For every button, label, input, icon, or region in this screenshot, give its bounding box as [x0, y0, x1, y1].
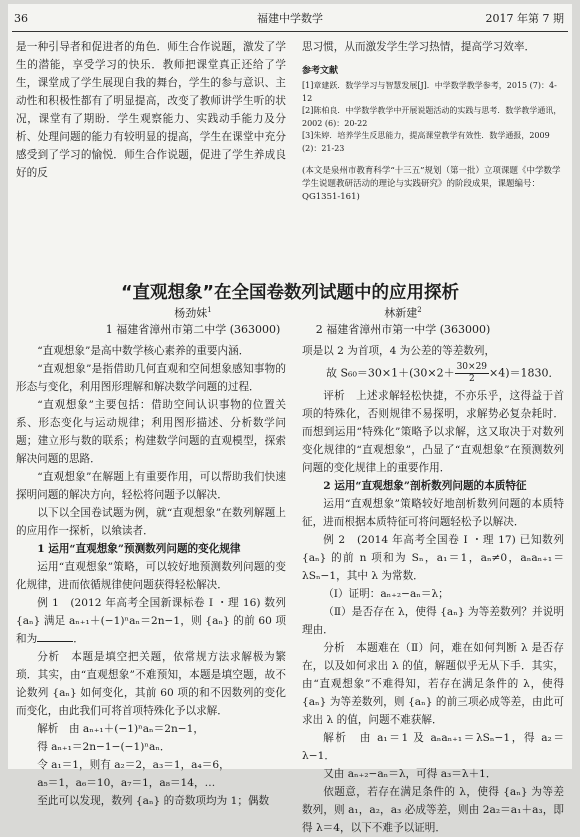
body-paragraph: “直观想象”在解题上有重要作用，可以帮助我们快速探明问题的解决方向，轻松将问题予以解决． — [16, 471, 286, 501]
solution-line: 依题意，若存在满足条件的 λ，使得 {aₙ} 为等差数列，则 a₁，a₂，a₃ 必成等差，则由 2a₂＝a₁＋a₃，即得 λ＝4，以下不难予以证明． — [302, 786, 564, 834]
author-name: 林新建 — [384, 306, 418, 320]
solution-line: 解析 由 aₙ₊₁＋(−1)ⁿaₙ＝2n−1， — [37, 723, 204, 735]
author-superscript: 1 — [207, 306, 212, 314]
journal-page — [8, 4, 572, 834]
previous-article-left — [16, 38, 286, 270]
references-heading: 参考文献 — [302, 66, 339, 76]
body-paragraph: 项是以 2 为首项，4 为公差的等差数列， — [302, 345, 496, 357]
formula-suffix: ×4)＝1830． — [489, 366, 560, 380]
section-heading: 1 运用“直观想象”预测数列问题的变化规律 — [37, 543, 241, 555]
affiliation: 2 福建省漳州市第一中学 (363000) — [315, 322, 491, 336]
page-number: 36 — [14, 12, 28, 25]
reference-item: [2]陈柏良．中学数学教学中开展说题活动的实践与思考．数学教学通讯，2002 (6)：20-22 — [302, 106, 562, 128]
fraction — [455, 362, 489, 385]
body-paragraph: “直观想象”是指借助几何直观和空间想象感知事物的形态与变化，利用图形理解和解决数学问题的过程． — [16, 363, 286, 393]
formula-prefix: 故 S₆₀＝30×1＋(30×2＋ — [326, 366, 455, 380]
commentary-paragraph: 评析 上述求解轻松快捷，不亦乐乎，这得益于首项的特殊化，否则规律不易探明，求解势必复杂耗时．而想到运用“特殊化”策略予以求解，这又取决于对数列变化规律的“直观想象”，凸显了“直观想象”在预测数列问题的变化规律上的重要作用． — [302, 390, 564, 474]
author-name: 杨劲妹 — [174, 306, 208, 320]
affiliation: 1 福建省漳州市第二中学 (363000) — [105, 322, 281, 336]
example-text: 例 1 (2012 年高考全国新课标卷 I ・理 16) 数列 {aₙ} 满足 aₙ₊₁＋(−1)ⁿaₙ＝2n−1，则 {aₙ} 的前 60 项和为 — [16, 597, 286, 645]
fraction-denominator: 2 — [468, 374, 475, 384]
solution-line: a₅＝1，a₆＝10，a₇＝1，a₈＝14，… — [37, 777, 216, 789]
body-paragraph: 运用“直观想象”策略，可以较好地预测数列问题的变化规律，进而依循规律使问题获得轻松解决． — [16, 561, 286, 591]
issue-label: 2017 年第 7 期 — [485, 12, 564, 25]
question-part-1: （Ⅰ）证明：aₙ₊₂−aₙ＝λ； — [323, 588, 449, 600]
body-paragraph: “直观想象”主要包括：借助空间认识事物的位置关系、形态变化与运动规律；利用图形描述、分析数学问题；建立形与数的联系；构建数学问题的直观模型，探索解决问题的思路． — [16, 399, 286, 465]
solution-line: 至此可以发现，数列 {aₙ} 的奇数项均为 1；偶数 — [37, 795, 270, 807]
example-1 — [16, 594, 286, 648]
solution-line: 得 aₙ₊₁＝2n−1−(−1)ⁿaₙ． — [37, 741, 171, 753]
header-rule — [12, 31, 568, 32]
solution-line: 令 a₁＝1，则有 a₂＝2，a₃＝1，a₄＝6， — [37, 759, 230, 771]
funding-note: (本文是泉州市教育科学“十三五”规划（第一批）立项课题《中学数学学生说题教研活动的理论与实践研究》的阶段成果，课题编号：QG1351-161) — [302, 166, 561, 202]
reference-item: [3]朱婷．培养学生反思能力，提高课堂教学有效性．数学通报，2009 (2)：21-23 — [302, 131, 550, 153]
fraction-numerator: 30×29 — [456, 362, 488, 372]
body-paragraph: 是一种引导者和促进者的角色．师生合作说题，激发了学生的潜能，享受学习的快乐．教师把课堂真正还给了学生，课堂成了学生展现自我的舞台，学生的参与意识、主动性和积极性都有了明显提高，改变了教师讲学生听的状况，课堂有了期盼．学生观察能力、实践动手能力及分析、处理问题的能力有较明显的提高，学生在课堂中充分感受到了学习的愉悦．师生合作说题，促进了学生养成良好的反 — [16, 41, 286, 179]
section-heading: 2 运用“直观想象”剖析数列问题的本质特征 — [323, 480, 527, 492]
answer-blank — [37, 631, 73, 642]
analysis-paragraph: 分析 本题是填空把关题，依常规方法求解极为繁琐．其实，由“直观想象”不难预知，本题是填空题，故不论数列 {aₙ} 如何变化，其前 60 项的和不因数列的变化而变化，由此我们可将首项特殊化予以求解． — [16, 651, 286, 717]
solution-line: 解析 由 a₁＝1 及 aₙaₙ₊₁＝λSₙ−1，得 a₂＝λ−1． — [302, 732, 564, 762]
article-left-column — [16, 342, 286, 807]
analysis-paragraph: 分析 本题难在（Ⅱ）问，难在如何判断 λ 是否存在，以及如何求出 λ 的值，解题似乎无从下手．其实，由“直观想象”不难得知，若存在满足条件的 λ，使得 {aₙ} 为等差数列，则 {aₙ} 的前三项必成等差，由此可求出 λ 的值，问题不难获解． — [302, 642, 564, 726]
author-block-2 — [278, 302, 528, 338]
body-paragraph: 运用“直观想象”策略较好地剖析数列问题的本质特征，进而根据本质特征可将问题轻松予以解决． — [302, 498, 564, 528]
body-paragraph: 以下以全国卷试题为例，就“直观想象”在数列解题上的应用作一探析，以飨读者． — [16, 507, 286, 537]
body-paragraph: 思习惯，从而激发学生学习热情，提高学习效率． — [302, 41, 536, 53]
solution-line: 又由 aₙ₊₂−aₙ＝λ，可得 a₃＝λ＋1． — [323, 768, 497, 780]
author-superscript: 2 — [417, 306, 422, 314]
previous-article-right — [302, 38, 564, 270]
example-2: 例 2 (2014 年高考全国卷 I ・理 17) 已知数列 {aₙ} 的前 n 项和为 Sₙ，a₁＝1，aₙ≠0，aₙaₙ₊₁＝λSₙ−1，其中 λ 为常数． — [302, 534, 564, 582]
body-paragraph: “直观想象”是高中数学核心素养的重要内涵． — [37, 345, 250, 357]
sum-formula — [326, 362, 564, 385]
reference-item: [1]章建跃．数学学习与智慧发展[J]．中学数学教学参考，2015 (7)：4-12 — [302, 81, 557, 103]
journal-name: 福建中学数学 — [257, 12, 323, 25]
question-part-2: （Ⅱ）是否存在 λ，使得 {aₙ} 为等差数列？并说明理由． — [302, 606, 564, 636]
article-right-column — [302, 342, 564, 834]
page-header — [8, 10, 572, 28]
example-text-end: ． — [73, 633, 84, 645]
article-title: “直观想象”在全国卷数列试题中的应用探析 — [120, 283, 459, 303]
